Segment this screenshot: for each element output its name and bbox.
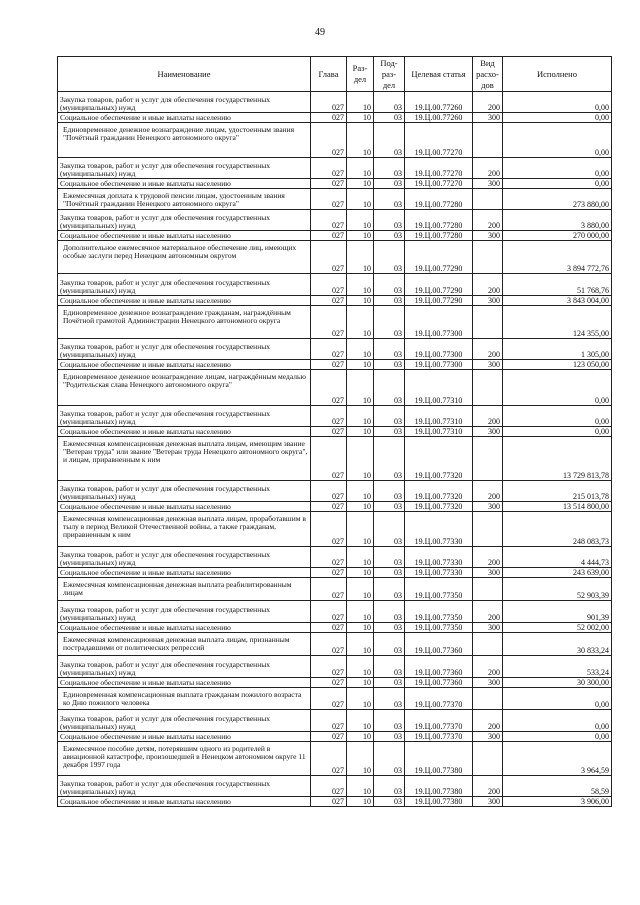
cell-chapter: 027 bbox=[311, 231, 347, 241]
cell-chapter: 027 bbox=[311, 123, 347, 158]
cell-chapter: 027 bbox=[311, 710, 347, 732]
cell-section: 10 bbox=[347, 339, 374, 360]
cell-chapter: 027 bbox=[311, 797, 347, 807]
cell-type: 200 bbox=[473, 210, 503, 231]
cell-chapter: 027 bbox=[311, 296, 347, 306]
table-row bbox=[58, 370, 612, 406]
cell-chapter: 027 bbox=[311, 437, 347, 481]
cell-type: 200 bbox=[473, 339, 503, 360]
cell-subsection: 03 bbox=[374, 370, 405, 406]
cell-type: 200 bbox=[473, 274, 503, 296]
cell-subsection: 03 bbox=[374, 732, 405, 742]
cell-subsection: 03 bbox=[374, 601, 405, 623]
cell-amount: 3 880,00 bbox=[503, 210, 612, 231]
cell-subsection: 03 bbox=[374, 797, 405, 807]
cell-subsection: 03 bbox=[374, 633, 405, 656]
cell-target: 19.Ц.00.77370 bbox=[405, 688, 473, 710]
cell-name: Закупка товаров, работ и услуг для обеспечения государственных (муниципальных) нужд bbox=[58, 481, 311, 502]
cell-target: 19.Ц.00.77380 bbox=[405, 742, 473, 776]
cell-name: Ежемесячная компенсационная денежная выплата лицам, проработавшим в тылу в период Великой Отечественной войны, а также гражданам, приравненным к ним bbox=[58, 512, 311, 547]
cell-chapter: 027 bbox=[311, 688, 347, 710]
cell-chapter: 027 bbox=[311, 210, 347, 231]
table-header-row bbox=[58, 57, 612, 92]
cell-chapter: 027 bbox=[311, 578, 347, 601]
cell-subsection: 03 bbox=[374, 231, 405, 241]
cell-subsection: 03 bbox=[374, 360, 405, 370]
header-name: Наименование bbox=[58, 57, 311, 92]
table-row bbox=[58, 360, 612, 370]
cell-type: 200 bbox=[473, 481, 503, 502]
cell-section: 10 bbox=[347, 306, 374, 339]
cell-section: 10 bbox=[347, 189, 374, 210]
cell-name: Ежемесячная компенсационная денежная выплата лицам, имеющим звание "Ветеран труда" или звание "Ветеран труда Ненецкого автономного округа", и лицам, приравненным к ним bbox=[58, 437, 311, 481]
cell-chapter: 027 bbox=[311, 306, 347, 339]
cell-subsection: 03 bbox=[374, 296, 405, 306]
cell-type: 200 bbox=[473, 601, 503, 623]
cell-chapter: 027 bbox=[311, 502, 347, 512]
cell-section: 10 bbox=[347, 797, 374, 807]
cell-name: Закупка товаров, работ и услуг для обеспечения государственных (муниципальных) нужд bbox=[58, 776, 311, 797]
cell-section: 10 bbox=[347, 158, 374, 179]
cell-subsection: 03 bbox=[374, 578, 405, 601]
cell-amount: 270 000,00 bbox=[503, 231, 612, 241]
cell-section: 10 bbox=[347, 742, 374, 776]
cell-name: Социальное обеспечение и иные выплаты населению bbox=[58, 502, 311, 512]
cell-target: 19.Ц.00.77380 bbox=[405, 797, 473, 807]
cell-name: Социальное обеспечение и иные выплаты населению bbox=[58, 113, 311, 123]
cell-type: 300 bbox=[473, 296, 503, 306]
cell-amount: 3 964,59 bbox=[503, 742, 612, 776]
cell-subsection: 03 bbox=[374, 92, 405, 113]
cell-section: 10 bbox=[347, 241, 374, 274]
cell-name: Закупка товаров, работ и услуг для обеспечения государственных (муниципальных) нужд bbox=[58, 656, 311, 678]
cell-amount: 0,00 bbox=[503, 113, 612, 123]
cell-type bbox=[473, 578, 503, 601]
table-row bbox=[58, 189, 612, 210]
table-row bbox=[58, 427, 612, 437]
cell-chapter: 027 bbox=[311, 732, 347, 742]
cell-target: 19.Ц.00.77320 bbox=[405, 437, 473, 481]
cell-type bbox=[473, 123, 503, 158]
cell-type bbox=[473, 512, 503, 547]
cell-target: 19.Ц.00.77310 bbox=[405, 427, 473, 437]
cell-amount: 4 444,73 bbox=[503, 547, 612, 568]
cell-section: 10 bbox=[347, 578, 374, 601]
cell-amount: 3 843 004,00 bbox=[503, 296, 612, 306]
cell-amount: 3 906,00 bbox=[503, 797, 612, 807]
cell-name: Социальное обеспечение и иные выплаты населению bbox=[58, 568, 311, 578]
table-row bbox=[58, 732, 612, 742]
cell-name: Социальное обеспечение и иные выплаты населению bbox=[58, 678, 311, 688]
cell-type: 200 bbox=[473, 656, 503, 678]
cell-chapter: 027 bbox=[311, 241, 347, 274]
cell-target: 19.Ц.00.77290 bbox=[405, 274, 473, 296]
cell-section: 10 bbox=[347, 547, 374, 568]
cell-target: 19.Ц.00.77320 bbox=[405, 502, 473, 512]
cell-section: 10 bbox=[347, 656, 374, 678]
cell-type bbox=[473, 241, 503, 274]
cell-chapter: 027 bbox=[311, 656, 347, 678]
cell-target: 19.Ц.00.77330 bbox=[405, 547, 473, 568]
cell-section: 10 bbox=[347, 296, 374, 306]
cell-amount: 0,00 bbox=[503, 179, 612, 189]
cell-target: 19.Ц.00.77360 bbox=[405, 678, 473, 688]
table-row bbox=[58, 623, 612, 633]
cell-amount: 51 768,76 bbox=[503, 274, 612, 296]
cell-name: Закупка товаров, работ и услуг для обеспечения государственных (муниципальных) нужд bbox=[58, 710, 311, 732]
cell-target: 19.Ц.00.77310 bbox=[405, 370, 473, 406]
cell-amount: 248 083,73 bbox=[503, 512, 612, 547]
table-row bbox=[58, 339, 612, 360]
cell-amount: 0,00 bbox=[503, 92, 612, 113]
cell-section: 10 bbox=[347, 179, 374, 189]
cell-name: Единовременное денежное вознаграждение лицам, награждённым медалью "Родительская слава Ненецкого автономного округа" bbox=[58, 370, 311, 406]
cell-amount: 0,00 bbox=[503, 158, 612, 179]
cell-name: Ежемесячная компенсационная денежная выплата лицам, признанным пострадавшими от политических репрессий bbox=[58, 633, 311, 656]
table-row bbox=[58, 568, 612, 578]
cell-subsection: 03 bbox=[374, 776, 405, 797]
cell-name: Закупка товаров, работ и услуг для обеспечения государственных (муниципальных) нужд bbox=[58, 92, 311, 113]
cell-section: 10 bbox=[347, 633, 374, 656]
cell-name: Закупка товаров, работ и услуг для обеспечения государственных (муниципальных) нужд bbox=[58, 158, 311, 179]
cell-amount: 52 903,39 bbox=[503, 578, 612, 601]
table-row bbox=[58, 678, 612, 688]
cell-section: 10 bbox=[347, 231, 374, 241]
cell-subsection: 03 bbox=[374, 306, 405, 339]
cell-subsection: 03 bbox=[374, 179, 405, 189]
cell-type: 300 bbox=[473, 678, 503, 688]
cell-target: 19.Ц.00.77370 bbox=[405, 710, 473, 732]
cell-name: Закупка товаров, работ и услуг для обеспечения государственных (муниципальных) нужд bbox=[58, 601, 311, 623]
cell-subsection: 03 bbox=[374, 512, 405, 547]
cell-name: Единовременное денежное вознаграждение лицам, удостоенным звания "Почётный гражданин Ненецкого автономного округа" bbox=[58, 123, 311, 158]
cell-chapter: 027 bbox=[311, 92, 347, 113]
cell-target: 19.Ц.00.77290 bbox=[405, 296, 473, 306]
table-row bbox=[58, 512, 612, 547]
table-row bbox=[58, 113, 612, 123]
header-section: Раз-дел bbox=[347, 57, 374, 92]
table-row bbox=[58, 578, 612, 601]
cell-chapter: 027 bbox=[311, 406, 347, 427]
table-row bbox=[58, 306, 612, 339]
cell-section: 10 bbox=[347, 210, 374, 231]
cell-target: 19.Ц.00.77360 bbox=[405, 656, 473, 678]
cell-target: 19.Ц.00.77300 bbox=[405, 339, 473, 360]
cell-type bbox=[473, 688, 503, 710]
cell-section: 10 bbox=[347, 732, 374, 742]
cell-target: 19.Ц.00.77380 bbox=[405, 776, 473, 797]
cell-amount: 243 639,00 bbox=[503, 568, 612, 578]
cell-target: 19.Ц.00.77310 bbox=[405, 406, 473, 427]
table-row bbox=[58, 231, 612, 241]
cell-type: 300 bbox=[473, 502, 503, 512]
cell-section: 10 bbox=[347, 427, 374, 437]
table-body bbox=[58, 92, 612, 807]
cell-target: 19.Ц.00.77280 bbox=[405, 189, 473, 210]
cell-section: 10 bbox=[347, 710, 374, 732]
cell-name: Закупка товаров, работ и услуг для обеспечения государственных (муниципальных) нужд bbox=[58, 210, 311, 231]
cell-name: Социальное обеспечение и иные выплаты населению bbox=[58, 360, 311, 370]
table-row bbox=[58, 601, 612, 623]
cell-subsection: 03 bbox=[374, 742, 405, 776]
cell-chapter: 027 bbox=[311, 633, 347, 656]
cell-target: 19.Ц.00.77350 bbox=[405, 578, 473, 601]
cell-chapter: 027 bbox=[311, 776, 347, 797]
cell-amount: 58,59 bbox=[503, 776, 612, 797]
cell-chapter: 027 bbox=[311, 601, 347, 623]
cell-target: 19.Ц.00.77260 bbox=[405, 92, 473, 113]
cell-target: 19.Ц.00.77270 bbox=[405, 158, 473, 179]
header-chapter: Глава bbox=[311, 57, 347, 92]
cell-amount: 273 880,00 bbox=[503, 189, 612, 210]
cell-name: Ежемесячное пособие детям, потерявшим одного из родителей в авиационной катастрофе, произошедшей в Ненецком автономном округе 11 декабря 1997 года bbox=[58, 742, 311, 776]
cell-chapter: 027 bbox=[311, 113, 347, 123]
cell-amount: 0,00 bbox=[503, 123, 612, 158]
cell-section: 10 bbox=[347, 776, 374, 797]
cell-name: Единовременное денежное вознаграждение гражданам, награждённым Почётной грамотой Администрации Ненецкого автономного округа bbox=[58, 306, 311, 339]
cell-amount: 0,00 bbox=[503, 427, 612, 437]
cell-amount: 123 050,00 bbox=[503, 360, 612, 370]
table-row bbox=[58, 406, 612, 427]
cell-target: 19.Ц.00.77360 bbox=[405, 633, 473, 656]
cell-chapter: 027 bbox=[311, 678, 347, 688]
cell-name: Закупка товаров, работ и услуг для обеспечения государственных (муниципальных) нужд bbox=[58, 547, 311, 568]
cell-amount: 0,00 bbox=[503, 732, 612, 742]
cell-type bbox=[473, 437, 503, 481]
cell-chapter: 027 bbox=[311, 274, 347, 296]
cell-subsection: 03 bbox=[374, 113, 405, 123]
cell-type: 300 bbox=[473, 113, 503, 123]
cell-amount: 533,24 bbox=[503, 656, 612, 678]
cell-target: 19.Ц.00.77290 bbox=[405, 241, 473, 274]
cell-amount: 0,00 bbox=[503, 688, 612, 710]
cell-subsection: 03 bbox=[374, 189, 405, 210]
cell-target: 19.Ц.00.77270 bbox=[405, 179, 473, 189]
cell-target: 19.Ц.00.77370 bbox=[405, 732, 473, 742]
cell-target: 19.Ц.00.77280 bbox=[405, 210, 473, 231]
cell-section: 10 bbox=[347, 360, 374, 370]
cell-chapter: 027 bbox=[311, 158, 347, 179]
cell-section: 10 bbox=[347, 92, 374, 113]
cell-section: 10 bbox=[347, 688, 374, 710]
cell-chapter: 027 bbox=[311, 623, 347, 633]
cell-target: 19.Ц.00.77350 bbox=[405, 601, 473, 623]
cell-name: Ежемесячная доплата к трудовой пенсии лицам, удостоенным звания "Почётный гражданин Ненецкого автономного округа" bbox=[58, 189, 311, 210]
cell-target: 19.Ц.00.77260 bbox=[405, 113, 473, 123]
table-row bbox=[58, 656, 612, 678]
cell-amount: 30 833,24 bbox=[503, 633, 612, 656]
cell-name: Социальное обеспечение и иные выплаты населению bbox=[58, 797, 311, 807]
table-row bbox=[58, 710, 612, 732]
cell-subsection: 03 bbox=[374, 158, 405, 179]
cell-chapter: 027 bbox=[311, 360, 347, 370]
cell-subsection: 03 bbox=[374, 710, 405, 732]
header-target: Целевая статья bbox=[405, 57, 473, 92]
cell-type: 200 bbox=[473, 406, 503, 427]
cell-amount: 13 514 800,00 bbox=[503, 502, 612, 512]
cell-chapter: 027 bbox=[311, 427, 347, 437]
cell-name: Закупка товаров, работ и услуг для обеспечения государственных (муниципальных) нужд bbox=[58, 274, 311, 296]
cell-chapter: 027 bbox=[311, 179, 347, 189]
cell-chapter: 027 bbox=[311, 568, 347, 578]
cell-section: 10 bbox=[347, 502, 374, 512]
cell-target: 19.Ц.00.77320 bbox=[405, 481, 473, 502]
header-subsection: Под-раз-дел bbox=[374, 57, 405, 92]
cell-name: Единовременная компенсационная выплата гражданам пожилого возраста ко Дню пожилого человека bbox=[58, 688, 311, 710]
cell-name: Социальное обеспечение и иные выплаты населению bbox=[58, 623, 311, 633]
cell-type bbox=[473, 633, 503, 656]
cell-chapter: 027 bbox=[311, 339, 347, 360]
table-row bbox=[58, 437, 612, 481]
cell-type bbox=[473, 189, 503, 210]
cell-section: 10 bbox=[347, 601, 374, 623]
cell-subsection: 03 bbox=[374, 547, 405, 568]
cell-amount: 901,39 bbox=[503, 601, 612, 623]
cell-type: 200 bbox=[473, 547, 503, 568]
cell-subsection: 03 bbox=[374, 568, 405, 578]
cell-section: 10 bbox=[347, 481, 374, 502]
cell-name: Дополнительное ежемесячное материальное обеспечение лиц, имеющих особые заслуги перед Ненецким автономным округом bbox=[58, 241, 311, 274]
cell-subsection: 03 bbox=[374, 123, 405, 158]
table-row bbox=[58, 92, 612, 113]
cell-type bbox=[473, 370, 503, 406]
cell-name: Закупка товаров, работ и услуг для обеспечения государственных (муниципальных) нужд bbox=[58, 339, 311, 360]
cell-target: 19.Ц.00.77280 bbox=[405, 231, 473, 241]
cell-subsection: 03 bbox=[374, 339, 405, 360]
cell-type: 200 bbox=[473, 92, 503, 113]
table-row bbox=[58, 797, 612, 807]
cell-amount: 13 729 813,78 bbox=[503, 437, 612, 481]
cell-type bbox=[473, 306, 503, 339]
table-row bbox=[58, 547, 612, 568]
cell-subsection: 03 bbox=[374, 623, 405, 633]
cell-subsection: 03 bbox=[374, 427, 405, 437]
cell-subsection: 03 bbox=[374, 656, 405, 678]
table-row bbox=[58, 241, 612, 274]
cell-subsection: 03 bbox=[374, 502, 405, 512]
cell-type: 300 bbox=[473, 360, 503, 370]
cell-amount: 0,00 bbox=[503, 370, 612, 406]
table-row bbox=[58, 274, 612, 296]
cell-section: 10 bbox=[347, 406, 374, 427]
cell-subsection: 03 bbox=[374, 678, 405, 688]
cell-type: 300 bbox=[473, 732, 503, 742]
cell-section: 10 bbox=[347, 512, 374, 547]
cell-subsection: 03 bbox=[374, 241, 405, 274]
cell-name: Социальное обеспечение и иные выплаты населению bbox=[58, 427, 311, 437]
cell-name: Социальное обеспечение и иные выплаты населению bbox=[58, 231, 311, 241]
table-row bbox=[58, 742, 612, 776]
cell-subsection: 03 bbox=[374, 688, 405, 710]
cell-chapter: 027 bbox=[311, 742, 347, 776]
cell-subsection: 03 bbox=[374, 437, 405, 481]
cell-amount: 0,00 bbox=[503, 406, 612, 427]
cell-target: 19.Ц.00.77300 bbox=[405, 306, 473, 339]
cell-section: 10 bbox=[347, 274, 374, 296]
cell-amount: 30 300,00 bbox=[503, 678, 612, 688]
cell-target: 19.Ц.00.77350 bbox=[405, 623, 473, 633]
cell-chapter: 027 bbox=[311, 547, 347, 568]
table-row bbox=[58, 158, 612, 179]
cell-chapter: 027 bbox=[311, 189, 347, 210]
cell-target: 19.Ц.00.77330 bbox=[405, 568, 473, 578]
cell-section: 10 bbox=[347, 370, 374, 406]
cell-amount: 3 894 772,76 bbox=[503, 241, 612, 274]
cell-chapter: 027 bbox=[311, 481, 347, 502]
cell-subsection: 03 bbox=[374, 210, 405, 231]
cell-section: 10 bbox=[347, 678, 374, 688]
cell-target: 19.Ц.00.77330 bbox=[405, 512, 473, 547]
cell-type: 300 bbox=[473, 568, 503, 578]
table-row bbox=[58, 481, 612, 502]
cell-type: 200 bbox=[473, 776, 503, 797]
cell-name: Закупка товаров, работ и услуг для обеспечения государственных (муниципальных) нужд bbox=[58, 406, 311, 427]
cell-type: 300 bbox=[473, 179, 503, 189]
cell-chapter: 027 bbox=[311, 370, 347, 406]
cell-type: 300 bbox=[473, 623, 503, 633]
cell-amount: 0,00 bbox=[503, 710, 612, 732]
table-row bbox=[58, 688, 612, 710]
cell-subsection: 03 bbox=[374, 481, 405, 502]
table-row bbox=[58, 776, 612, 797]
cell-section: 10 bbox=[347, 623, 374, 633]
cell-name: Социальное обеспечение и иные выплаты населению bbox=[58, 179, 311, 189]
cell-amount: 124 355,00 bbox=[503, 306, 612, 339]
table-row bbox=[58, 179, 612, 189]
cell-name: Социальное обеспечение и иные выплаты населению bbox=[58, 296, 311, 306]
cell-type: 300 bbox=[473, 427, 503, 437]
header-amount: Исполнено bbox=[503, 57, 612, 92]
table-row bbox=[58, 210, 612, 231]
cell-target: 19.Ц.00.77300 bbox=[405, 360, 473, 370]
cell-type: 200 bbox=[473, 158, 503, 179]
cell-subsection: 03 bbox=[374, 406, 405, 427]
table-row bbox=[58, 633, 612, 656]
table-row bbox=[58, 296, 612, 306]
cell-type: 300 bbox=[473, 797, 503, 807]
cell-type bbox=[473, 742, 503, 776]
budget-table bbox=[57, 56, 612, 807]
cell-amount: 52 002,00 bbox=[503, 623, 612, 633]
cell-amount: 1 305,00 bbox=[503, 339, 612, 360]
table-row bbox=[58, 502, 612, 512]
cell-section: 10 bbox=[347, 437, 374, 481]
cell-section: 10 bbox=[347, 113, 374, 123]
page-number: 49 bbox=[315, 27, 325, 38]
cell-section: 10 bbox=[347, 568, 374, 578]
cell-target: 19.Ц.00.77270 bbox=[405, 123, 473, 158]
cell-subsection: 03 bbox=[374, 274, 405, 296]
cell-name: Социальное обеспечение и иные выплаты населению bbox=[58, 732, 311, 742]
cell-name: Ежемесячная компенсационная денежная выплата реабилитированным лицам bbox=[58, 578, 311, 601]
cell-amount: 215 013,78 bbox=[503, 481, 612, 502]
cell-section: 10 bbox=[347, 123, 374, 158]
table-row bbox=[58, 123, 612, 158]
cell-type: 300 bbox=[473, 231, 503, 241]
header-type: Вид расхо-дов bbox=[473, 57, 503, 92]
cell-type: 200 bbox=[473, 710, 503, 732]
cell-chapter: 027 bbox=[311, 512, 347, 547]
